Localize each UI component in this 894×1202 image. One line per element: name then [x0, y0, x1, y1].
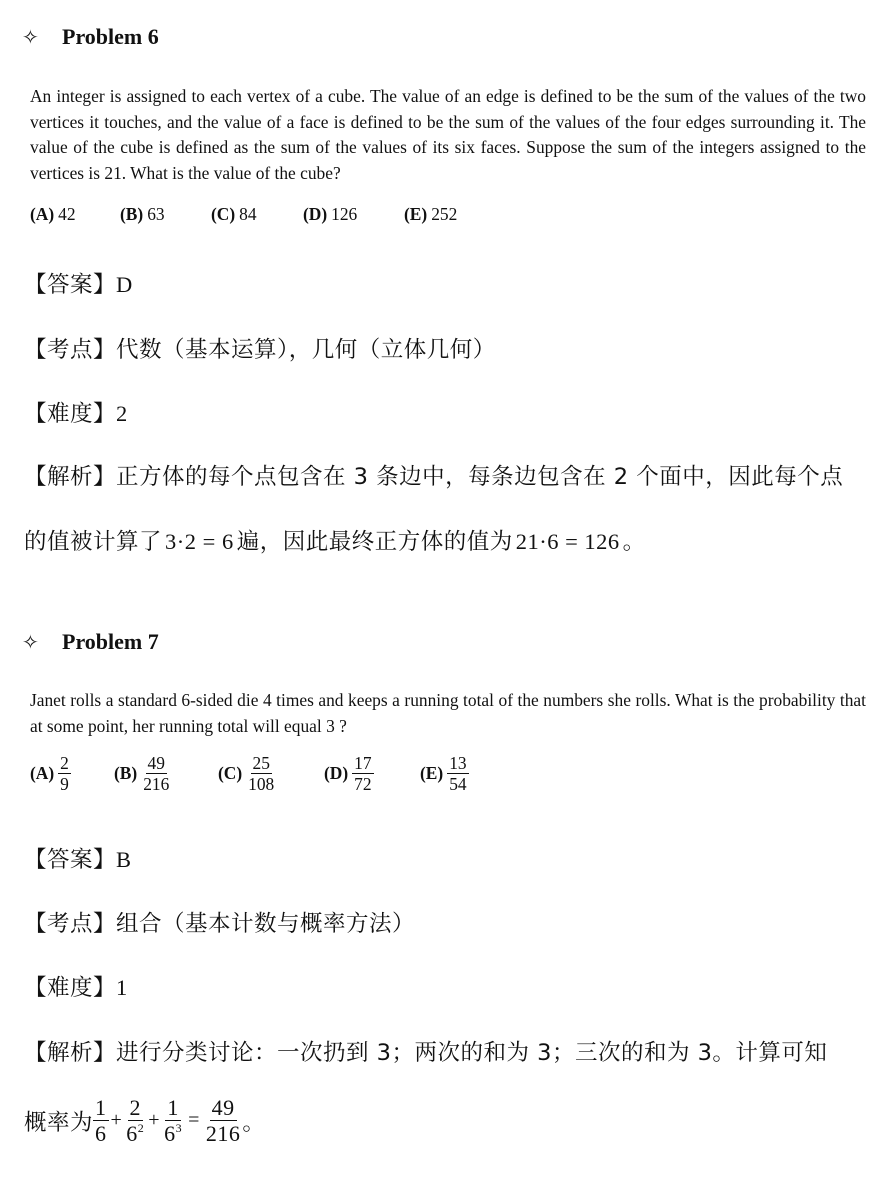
choice-d: (D) $\frac{17}{72}$ [324, 753, 372, 795]
problem-6-topic: 【考点】代数（基本运算），几何（立体几何） [24, 337, 496, 363]
choice-c: (C) $\frac{25}{108}$ [218, 753, 275, 795]
fraction: $\frac{17}{72}$ [354, 753, 372, 795]
fraction: $\frac{25}{108}$ [248, 753, 275, 795]
choice-c: (C) 84 [211, 204, 257, 224]
problem-7-topic: 【考点】组合（基本计数与概率方法） [24, 911, 416, 937]
diamond-bullet-icon: ✧ [22, 630, 39, 654]
choice-b: (B) $\frac{49}{216}$ [114, 753, 170, 795]
diamond-bullet-icon: ✧ [22, 25, 39, 49]
problem-6-difficulty: 【难度】2 [24, 401, 128, 427]
choice-a: (A) 42 [30, 204, 76, 224]
problem-7-choices [30, 754, 469, 794]
choice-e: (E) $\frac{13}{54}$ [420, 753, 467, 795]
problem-6-analysis-line1: 【解析】正方体的每个点包含在 3 条边中，每条边包含在 2 个面中，因此每个点 [24, 464, 844, 490]
problem-7-heading [22, 629, 159, 655]
problem-6-title: Problem 6 [62, 24, 159, 49]
problem-7-analysis-line1: 【解析】进行分类讨论：一次扔到 3；两次的和为 3；三次的和为 3。计算可知 [24, 1040, 828, 1066]
fraction: $\frac{1}{6}$ [95, 1095, 107, 1147]
choice-e: (E) 252 [404, 204, 458, 224]
problem-7-answer: 【答案】B [24, 847, 132, 873]
problem-6-heading [22, 24, 159, 50]
problem-6-answer: 【答案】D [24, 272, 133, 298]
choice-d: (D) 126 [303, 204, 358, 224]
choice-a: (A) $\frac{2}{9}$ [30, 753, 69, 795]
problem-7-statement: Janet rolls a standard 6-sided die 4 times and keeps a running total of the numbers she rolls. What is the probability that at some point, her running total will equal 3 ? [30, 690, 866, 736]
problem-7-difficulty: 【难度】1 [24, 975, 128, 1001]
fraction: $\frac{13}{54}$ [449, 753, 467, 795]
problem-6-statement: An integer is assigned to each vertex of a cube. The value of an edge is defined to be the sum of the values of the two vertices it touches, and the value of a face is defined to be the sum of the values of the four edges surrounding it. The value of the cube is defined as the sum of the values of its six faces. Suppose the sum of the integers assigned to the vertices is 21. What is the value of the cube? [30, 86, 866, 183]
problem-6-choices [30, 204, 457, 225]
fraction: $\frac{49}{216}$ [205, 1095, 241, 1147]
fraction: $\frac{49}{216}$ [143, 753, 170, 795]
problem-7-analysis-line2: 概率为 $\frac{1}{6}$ + $\frac{2}{6^2}$ + $\frac{1}{6^3}$ = $\frac{49}{216}$ 。 [24, 1095, 266, 1147]
fraction: $\frac{2}{6^2}$ [126, 1095, 145, 1147]
problem-7-title: Problem 7 [62, 629, 159, 654]
fraction: $\frac{2}{9}$ [60, 753, 69, 795]
fraction: $\frac{1}{6^3}$ [164, 1095, 183, 1147]
problem-6-analysis-line2: 的值被计算了 3·2 = 6 遍，因此最终正方体的值为 21·6 = 126 。 [24, 529, 646, 555]
choice-b: (B) 63 [120, 204, 165, 224]
